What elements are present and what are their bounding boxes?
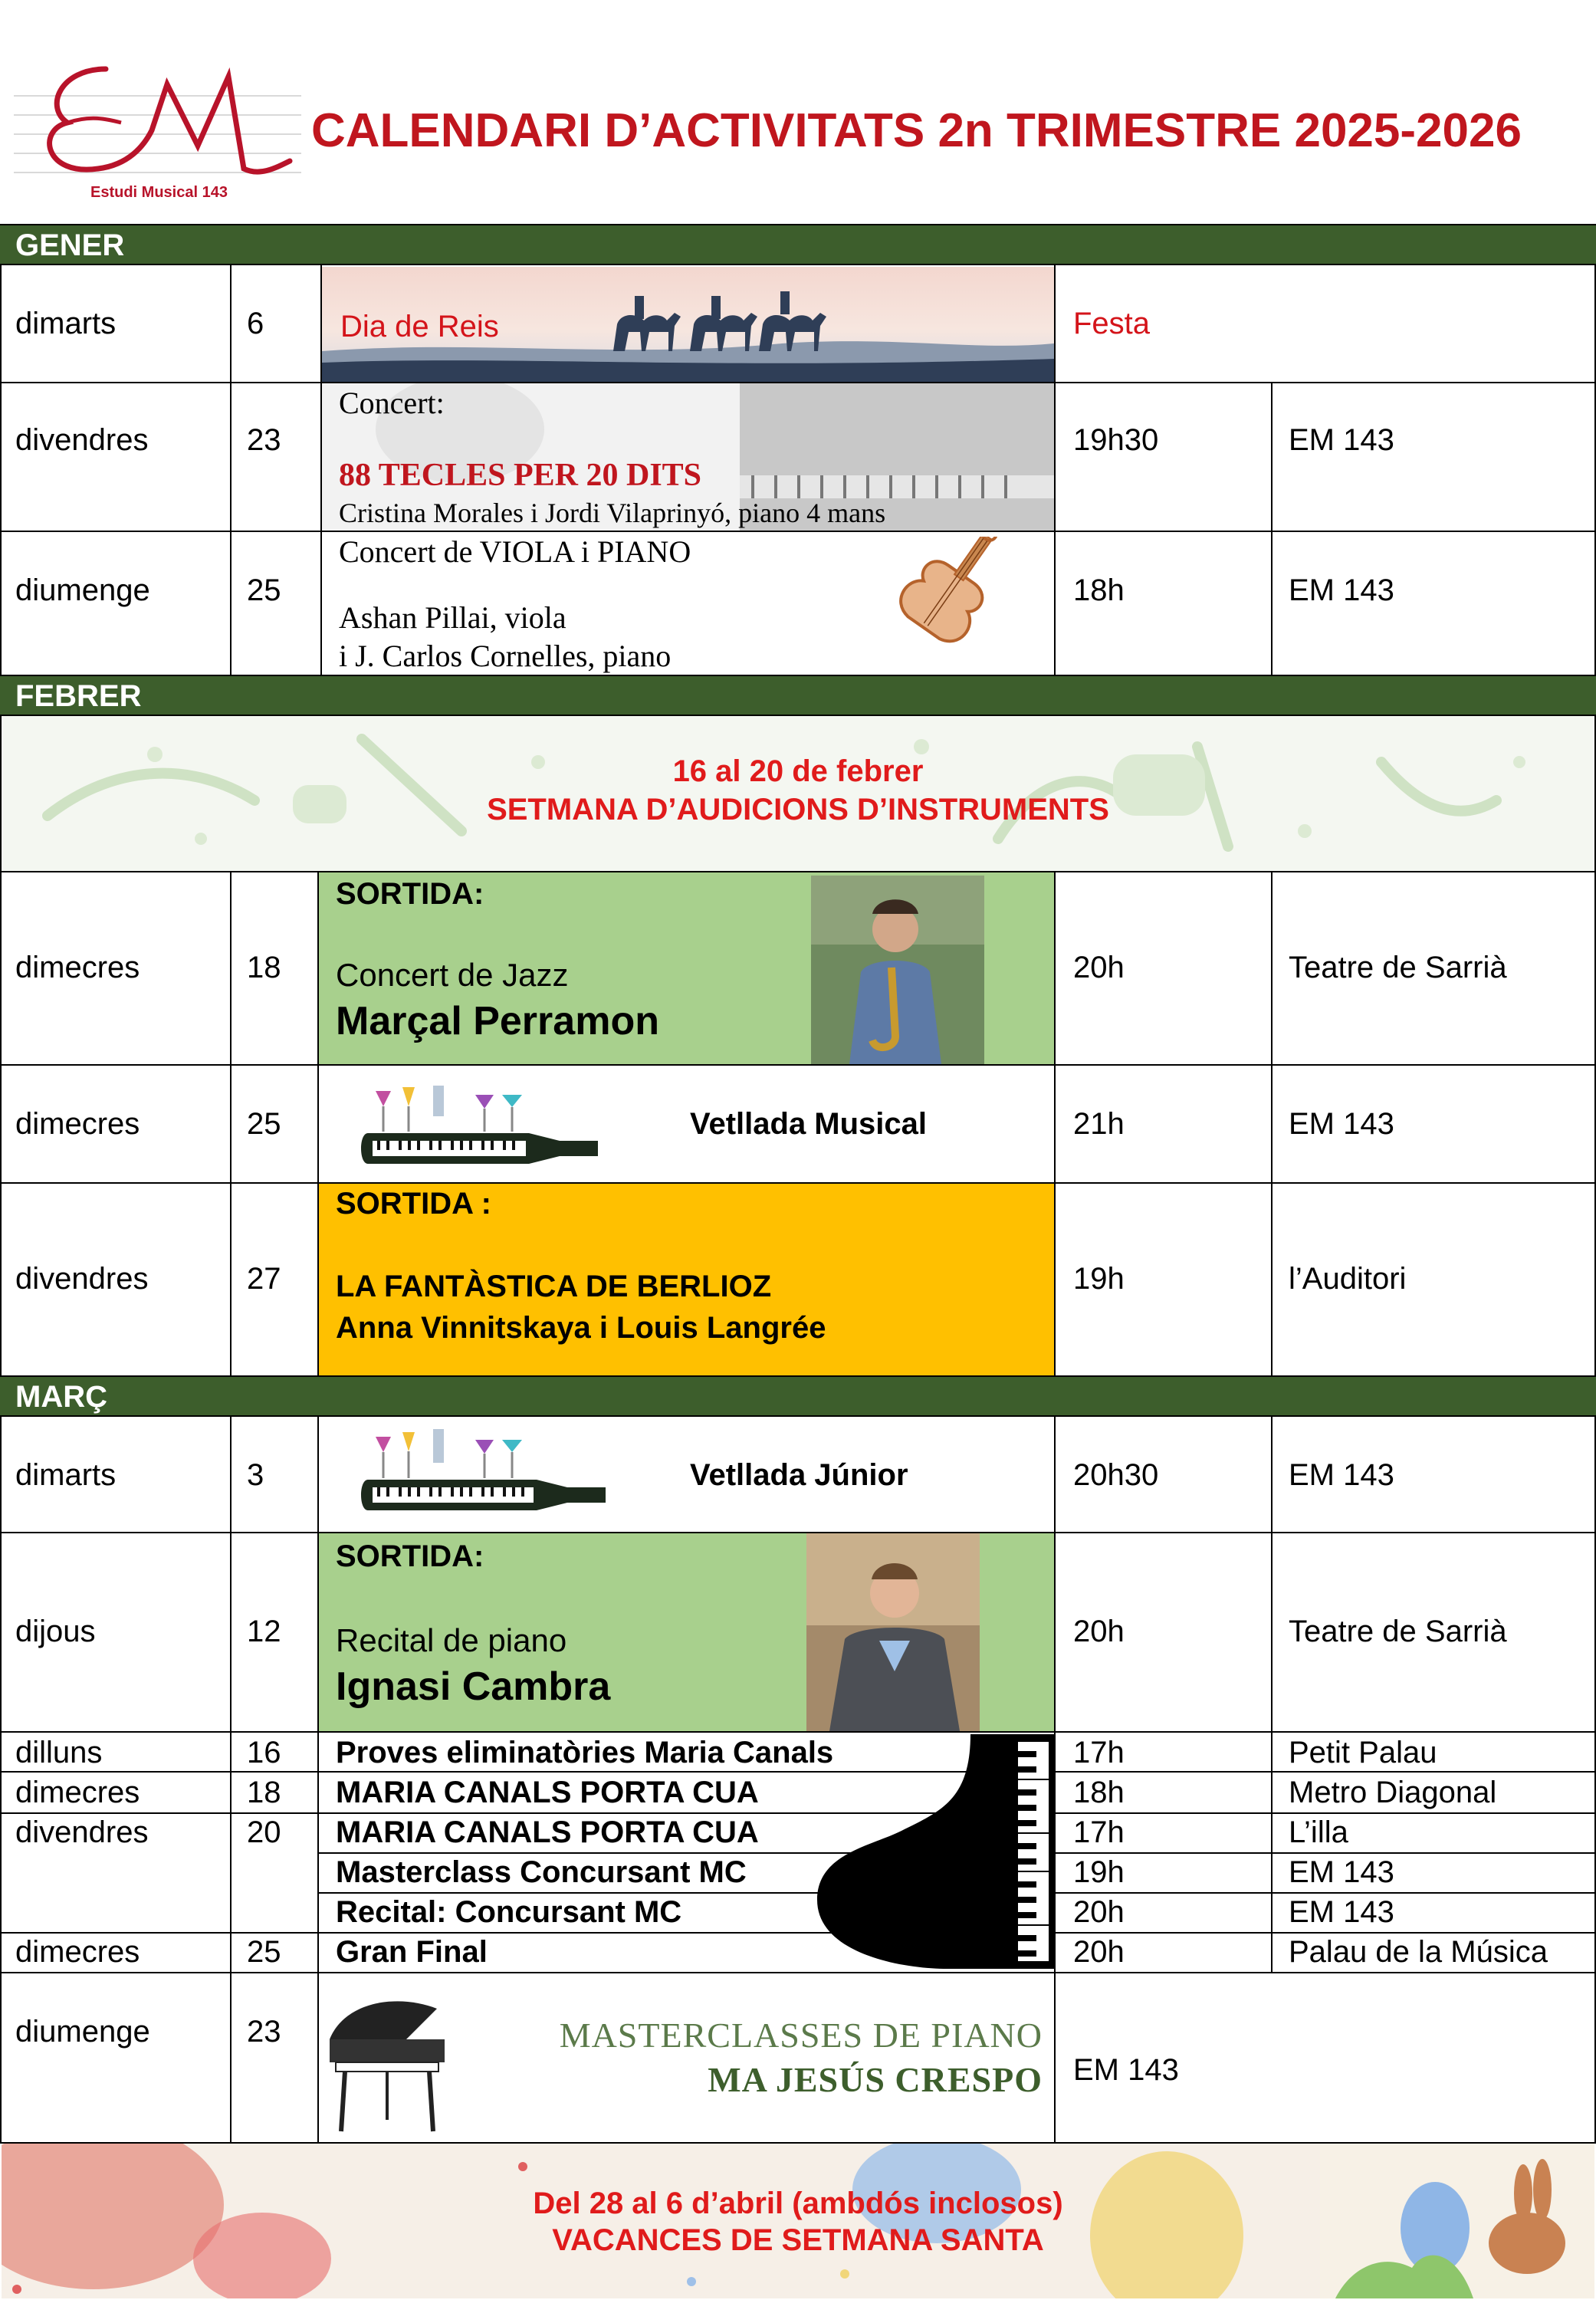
row-date: 6 [247, 307, 264, 340]
row-time: 19h30 [1073, 423, 1159, 457]
logo-caption: Estudi Musical 143 [90, 184, 228, 201]
table-border [1271, 1417, 1273, 1972]
event-title: MARIA CANALS PORTA CUA [336, 1776, 759, 1809]
event-title: Gran Final [336, 1935, 488, 1969]
easter-decoration [2, 2144, 1594, 2298]
row-divider [0, 1771, 1596, 1773]
row-date: 25 [247, 573, 281, 607]
row-place: EM 143 [1289, 1107, 1394, 1141]
row-place: Palau de la Música [1289, 1935, 1548, 1969]
concert-performers: Cristina Morales i Jordi Vilaprinyó, piano 4 mans [339, 498, 886, 528]
piano-concert-panel [322, 383, 1054, 531]
artist-name: Marçal Perramon [336, 999, 659, 1043]
row-date: 27 [247, 1262, 281, 1296]
row-time: 20h [1073, 1615, 1125, 1648]
piano-bottle-icon [360, 1420, 613, 1527]
row-place: L’illa [1289, 1815, 1348, 1849]
event-title: Recital: Concursant MC [336, 1895, 682, 1929]
row-day: divendres [15, 423, 149, 457]
row-date: 18 [247, 951, 281, 984]
table-border [1271, 871, 1273, 1375]
row-day: dimarts [15, 1458, 117, 1492]
month-header-marc: MARÇ [0, 1375, 1596, 1417]
table-border [317, 1417, 319, 2142]
table-border [230, 1417, 232, 2142]
row-place: Petit Palau [1289, 1736, 1437, 1769]
table-border [1054, 265, 1056, 676]
logo [14, 54, 305, 207]
event-title: Masterclass Concursant MC [336, 1855, 747, 1889]
row-place: Metro Diagonal [1289, 1776, 1497, 1809]
row-divider [0, 1731, 1596, 1733]
saxophonist-illustration [811, 876, 984, 1064]
row-date: 18 [247, 1776, 281, 1809]
row-date: 23 [247, 423, 281, 457]
event-subtitle: Concert de Jazz [336, 957, 569, 993]
concert-label: Concert: [339, 386, 445, 420]
event-performers: Anna Vinnitskaya i Louis Langrée [336, 1311, 826, 1345]
table-border [230, 265, 232, 676]
sortida-label: SORTIDA: [336, 1539, 484, 1573]
artist-photo-saxophonist [811, 876, 984, 1064]
table-border [0, 1417, 2, 2142]
row-time: 19h [1073, 1855, 1125, 1889]
row-day: divendres [15, 1262, 149, 1296]
row-time: 20h [1073, 1895, 1125, 1929]
row-date: 3 [247, 1458, 264, 1492]
sortida-label: SORTIDA: [336, 877, 484, 911]
row-place: EM 143 [1073, 2053, 1179, 2087]
row-divider [0, 1932, 1596, 1934]
holidays-dates: Del 28 al 6 d’abril (ambdós inclosos) [533, 2187, 1063, 2220]
page-title: CALENDARI D’ACTIVITATS 2n TRIMESTRE 2025-2026 [311, 104, 1522, 157]
holidays-title: VACANCES DE SETMANA SANTA [552, 2223, 1044, 2257]
month-header-febrer: FEBRER [0, 675, 1596, 716]
sortida-label: SORTIDA : [336, 1187, 491, 1221]
row-date: 16 [247, 1736, 281, 1769]
row-date: 25 [247, 1935, 281, 1969]
row-date: 12 [247, 1615, 281, 1648]
row-time: 18h [1073, 1776, 1125, 1809]
event-vetllada-junior: Vetllada Júnior [690, 1458, 908, 1492]
festa-label: Festa [1073, 307, 1151, 340]
three-kings-image [322, 267, 1054, 382]
row-time: 18h [1073, 573, 1125, 607]
row-day: dimecres [15, 1935, 140, 1969]
auditions-dates: 16 al 20 de febrer [672, 754, 924, 788]
row-time: 17h [1073, 1815, 1125, 1849]
row-divider [0, 1064, 1596, 1066]
artist-photo-pianist [806, 1533, 980, 1731]
row-place: Teatre de Sarrià [1289, 951, 1507, 984]
piano-bottle-icon [360, 1079, 606, 1179]
row-place: EM 143 [1289, 1855, 1394, 1889]
piano-performer: i J. Carlos Cornelles, piano [339, 639, 672, 673]
event-title: MARIA CANALS PORTA CUA [336, 1815, 759, 1849]
masterclass-teacher: MA JESÚS CRESPO [708, 2060, 1043, 2099]
row-day: dimecres [15, 1107, 140, 1141]
row-divider [0, 1812, 1596, 1814]
viola-performer: Ashan Pillai, viola [339, 600, 566, 635]
row-date: 23 [247, 2015, 281, 2049]
event-title: LA FANTÀSTICA DE BERLIOZ [336, 1270, 772, 1303]
row-place: EM 143 [1289, 573, 1394, 607]
row-time: 17h [1073, 1736, 1125, 1769]
row-time: 20h [1073, 951, 1125, 984]
row-day: divendres [15, 1815, 149, 1849]
table-border [0, 265, 2, 676]
row-place: l’Auditori [1289, 1262, 1407, 1296]
masterclass-title: MASTERCLASSES DE PIANO [559, 2016, 1043, 2055]
row-time: 21h [1073, 1107, 1125, 1141]
row-divider [0, 531, 1596, 532]
row-day: dimecres [15, 951, 140, 984]
row-time: 20h [1073, 1935, 1125, 1969]
row-day: dimarts [15, 307, 117, 340]
row-day: dijous [15, 1615, 96, 1648]
table-border [1271, 383, 1273, 676]
row-day: diumenge [15, 2015, 150, 2049]
viola-concert-title: Concert de VIOLA i PIANO [339, 534, 691, 569]
auditions-banner [2, 716, 1594, 871]
event-subtitle: Recital de piano [336, 1622, 567, 1658]
grand-piano-icon [817, 1734, 1055, 1969]
concert-title: 88 TECLES PER 20 DITS [339, 458, 702, 493]
row-date: 20 [247, 1815, 281, 1849]
row-place: EM 143 [1289, 1895, 1394, 1929]
pianist-illustration [806, 1533, 980, 1731]
table-border [0, 716, 2, 1375]
row-place: EM 143 [1289, 1458, 1394, 1492]
easter-holidays-banner [2, 2144, 1594, 2298]
event-vetllada-musical: Vetllada Musical [690, 1107, 928, 1141]
violin-icon [851, 537, 1027, 671]
artist-name: Ignasi Cambra [336, 1664, 611, 1709]
row-place: EM 143 [1289, 423, 1394, 457]
row-date: 25 [247, 1107, 281, 1141]
month-header-gener: GENER [0, 224, 1596, 265]
row-time: 19h [1073, 1262, 1125, 1296]
table-border [1054, 871, 1056, 1375]
table-border [230, 871, 232, 1375]
event-title: Proves eliminatòries Maria Canals [336, 1736, 834, 1769]
grand-piano-sketch-icon [322, 1986, 460, 2139]
row-day: diumenge [15, 573, 150, 607]
event-dia-de-reis: Dia de Reis [340, 310, 499, 343]
auditions-title: SETMANA D’AUDICIONS D’INSTRUMENTS [487, 793, 1109, 826]
row-divider [0, 1972, 1596, 1973]
row-day: dilluns [15, 1736, 103, 1769]
row-place: Teatre de Sarrià [1289, 1615, 1507, 1648]
row-day: dimecres [15, 1776, 140, 1809]
row-time: 20h30 [1073, 1458, 1159, 1492]
